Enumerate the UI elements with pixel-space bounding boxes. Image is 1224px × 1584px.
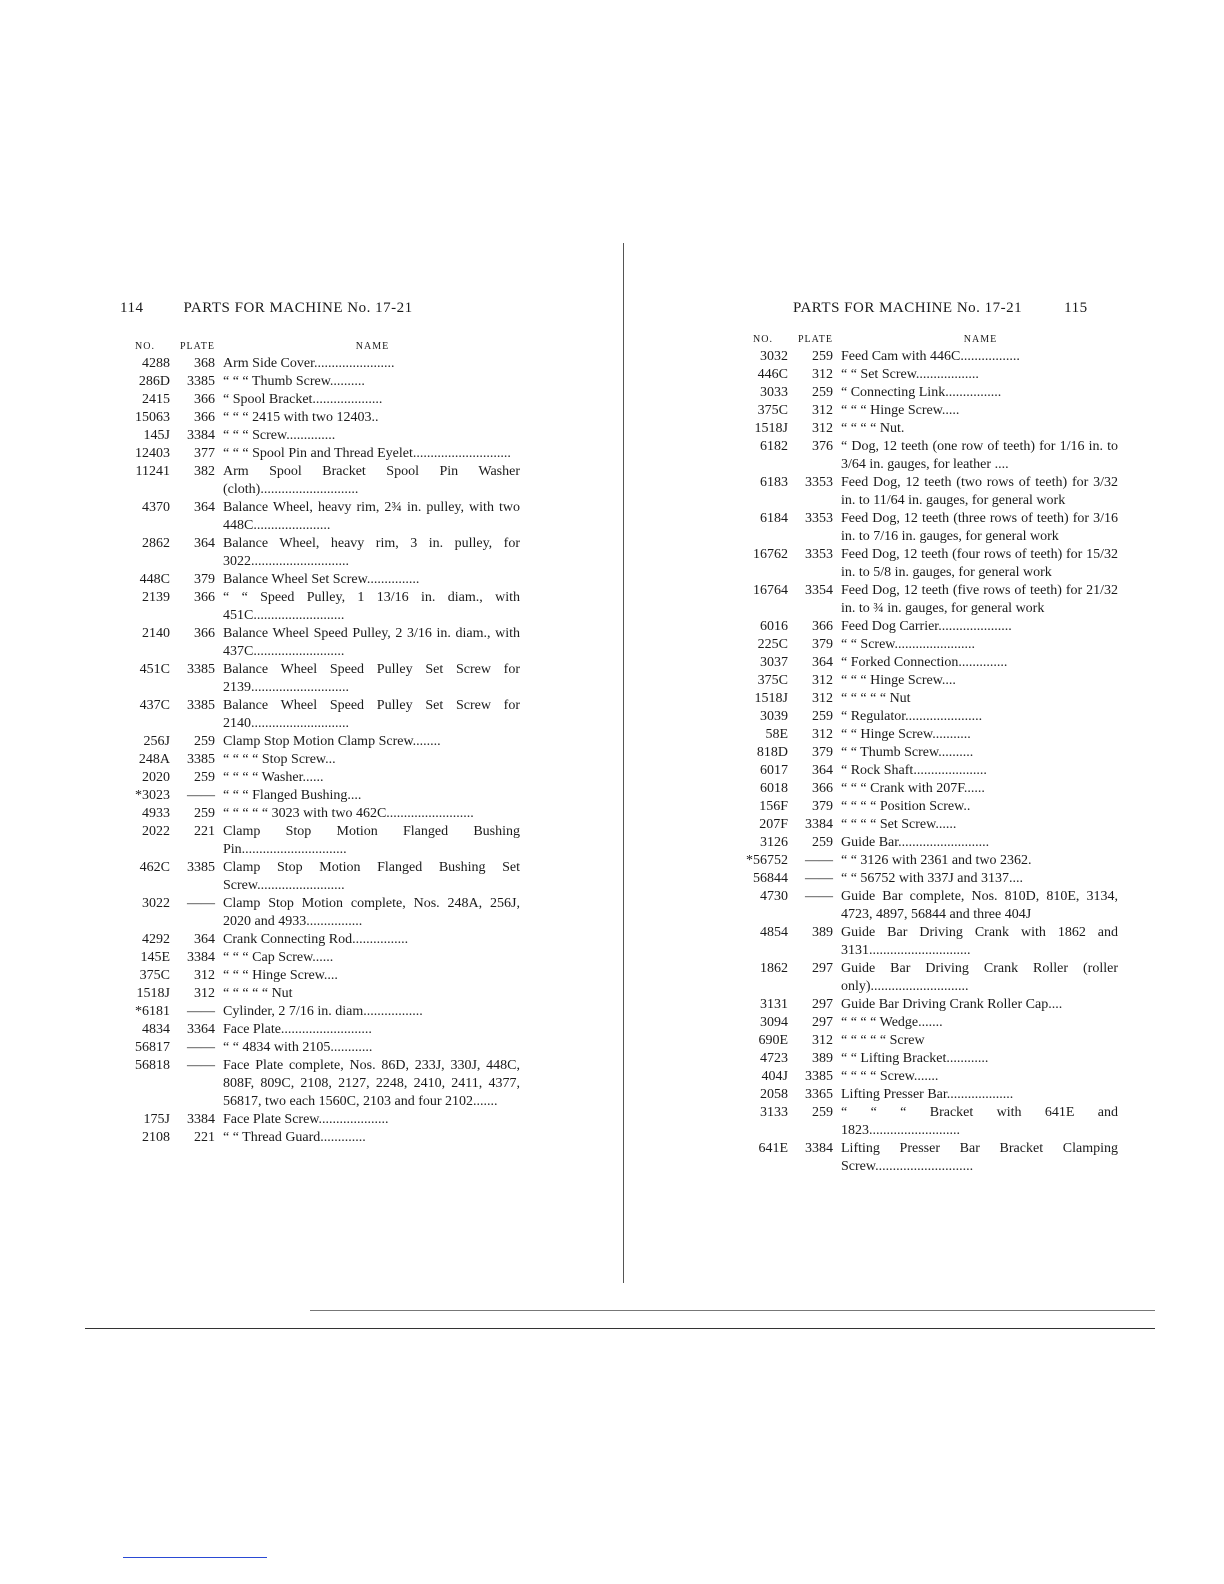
table-row (120, 571, 520, 589)
part-number: 3094 (760, 1015, 788, 1030)
table-row (120, 859, 520, 895)
plate-number: 312 (812, 673, 833, 688)
table-row (738, 690, 1118, 708)
plate-number: 366 (194, 410, 215, 425)
table-row (120, 445, 520, 463)
left-page-header (120, 300, 413, 317)
part-number: 4288 (142, 356, 170, 371)
plate-number: 259 (812, 1105, 833, 1120)
plate-number: 3384 (187, 950, 215, 965)
table-row (120, 805, 520, 823)
plate-number: 366 (194, 590, 215, 605)
plate-number: 3384 (805, 1141, 833, 1156)
part-name: “ “ 56752 with 337J and 3137.... (841, 871, 1023, 886)
part-number: *3023 (135, 788, 170, 803)
table-row (738, 1032, 1118, 1050)
part-name: “ “ “ Hinge Screw.... (223, 968, 338, 983)
table-row (738, 708, 1118, 726)
part-number: 4370 (142, 500, 170, 515)
table-row (738, 744, 1118, 762)
table-row (738, 402, 1118, 420)
plate-number: 3385 (187, 752, 215, 767)
part-name: “ “ “ “ Nut. (841, 421, 905, 436)
part-name: “ “ “ Hinge Screw.... (841, 673, 956, 688)
part-number: 448C (139, 572, 170, 587)
part-name: “ “ “ Hinge Screw..... (841, 403, 960, 418)
part-number: 4292 (142, 932, 170, 947)
plate-number: —— (805, 889, 833, 904)
plate-number: 3364 (187, 1022, 215, 1037)
part-name: Face Plate.......................... (223, 1022, 372, 1037)
part-name: “ “ “ “ Screw....... (841, 1069, 939, 1084)
part-name: Feed Dog, 12 teeth (five rows of teeth) for 21/32 in. to ¾ in. gauges, for general work (841, 583, 1118, 616)
part-name: “ “ “ “ “ Screw (841, 1033, 925, 1048)
part-number: 641E (758, 1141, 788, 1156)
part-number: 3033 (760, 385, 788, 400)
part-number: 58E (765, 727, 788, 742)
part-number: 3133 (760, 1105, 788, 1120)
plate-number: 379 (812, 637, 833, 652)
part-number: 6183 (760, 475, 788, 490)
table-row (120, 535, 520, 571)
table-row (120, 373, 520, 391)
part-number: 3039 (760, 709, 788, 724)
part-number: 4730 (760, 889, 788, 904)
part-number: 375C (139, 968, 170, 983)
page-number: 115 (1064, 300, 1088, 316)
part-name: “ “ Speed Pulley, 1 13/16 in. diam., with 451C.......................... (223, 590, 520, 623)
part-name: Cylinder, 2 7/16 in. diam................. (223, 1004, 423, 1019)
table-row (120, 1057, 520, 1111)
table-row (738, 996, 1118, 1014)
plate-number: 312 (812, 691, 833, 706)
plate-number: 364 (194, 932, 215, 947)
part-number: 3131 (760, 997, 788, 1012)
part-number: 690E (758, 1033, 788, 1048)
part-number: 6182 (760, 439, 788, 454)
plate-number: 364 (194, 500, 215, 515)
plate-number: 221 (194, 1130, 215, 1145)
column-headers (738, 334, 1118, 348)
part-number: 145E (140, 950, 170, 965)
table-row (120, 463, 520, 499)
part-name: “ “ “ “ “ Nut (223, 986, 293, 1001)
table-row (120, 1111, 520, 1129)
part-name: Lifting Presser Bar................... (841, 1087, 1014, 1102)
part-name: “ “ “ Thumb Screw.......... (223, 374, 365, 389)
table-row (738, 420, 1118, 438)
table-row (738, 618, 1118, 636)
part-name: “ “ “ “ “ 3023 with two 462C......................... (223, 806, 474, 821)
part-name: Clamp Stop Motion Flanged Bushing Pin.............................. (223, 824, 520, 857)
table-row (738, 762, 1118, 780)
plate-number: 312 (812, 367, 833, 382)
plate-number: 3353 (805, 475, 833, 490)
plate-number: 3353 (805, 547, 833, 562)
part-number: 1518J (754, 691, 788, 706)
table-row (120, 769, 520, 787)
part-number: 437C (139, 698, 170, 713)
part-name: Clamp Stop Motion complete, Nos. 248A, 256J, 2020 and 4933................ (223, 896, 520, 929)
part-name: “ Spool Bracket.................... (223, 392, 383, 407)
plate-number: 312 (812, 403, 833, 418)
part-number: 375C (757, 403, 788, 418)
part-number: 2862 (142, 536, 170, 551)
part-name: “ Connecting Link................ (841, 385, 1002, 400)
part-name: “ “ “ “ Stop Screw... (223, 752, 336, 767)
table-row (120, 499, 520, 535)
plate-number: 259 (812, 835, 833, 850)
table-row (738, 780, 1118, 798)
part-name: Face Plate complete, Nos. 86D, 233J, 330J, 448C, 808F, 809C, 2108, 2127, 2248, 2410, 2411, 4377, 56817, two each 1560C, 2103 and four 2102....... (223, 1058, 520, 1109)
table-row (738, 888, 1118, 924)
part-name: Guide Bar complete, Nos. 810D, 810E, 3134, 4723, 4897, 56844 and three 404J (841, 889, 1118, 922)
part-name: Guide Bar.......................... (841, 835, 990, 850)
plate-number: —— (187, 788, 215, 803)
part-name: “ “ Hinge Screw........... (841, 727, 971, 742)
part-name: “ “ Lifting Bracket............ (841, 1051, 989, 1066)
table-row (120, 355, 520, 373)
table-row (120, 391, 520, 409)
part-name: Balance Wheel Speed Pulley Set Screw for 2139............................ (223, 662, 520, 695)
part-number: 207F (759, 817, 788, 832)
table-row (120, 895, 520, 931)
part-name: Clamp Stop Motion Clamp Screw........ (223, 734, 441, 749)
part-name: Feed Dog, 12 teeth (two rows of teeth) for 3/32 in. to 11/64 in. gauges, for general work (841, 475, 1118, 508)
part-number: 375C (757, 673, 788, 688)
part-number: 451C (139, 662, 170, 677)
part-number: 1862 (760, 961, 788, 976)
part-name: Guide Bar Driving Crank Roller (roller only)............................ (841, 961, 1118, 994)
part-name: Arm Spool Bracket Spool Pin Washer (cloth)............................ (223, 464, 520, 497)
plate-number: 366 (194, 626, 215, 641)
part-name: “ “ “ “ Washer...... (223, 770, 324, 785)
table-row (120, 661, 520, 697)
plate-number: 379 (812, 799, 833, 814)
part-number: 2108 (142, 1130, 170, 1145)
plate-number: 221 (194, 824, 215, 839)
plate-number: —— (187, 1040, 215, 1055)
table-row (738, 636, 1118, 654)
col-header-name: NAME (355, 341, 390, 352)
part-name: Balance Wheel Speed Pulley Set Screw for 2140............................ (223, 698, 520, 731)
table-row (738, 798, 1118, 816)
part-number: 15063 (135, 410, 170, 425)
table-row (738, 1050, 1118, 1068)
table-row (738, 816, 1118, 834)
part-name: “ “ “ Screw.............. (223, 428, 336, 443)
part-number: 3032 (760, 349, 788, 364)
part-number: 12403 (135, 446, 170, 461)
part-name: “ Dog, 12 teeth (one row of teeth) for 1/16 in. to 3/64 in. gauges, for leather .... (841, 439, 1118, 472)
part-number: 2140 (142, 626, 170, 641)
part-number: 2139 (142, 590, 170, 605)
part-number: 2022 (142, 824, 170, 839)
part-name: “ “ “ 2415 with two 12403.. (223, 410, 379, 425)
part-name: “ “ “ “ Set Screw...... (841, 817, 957, 832)
part-number: 256J (143, 734, 170, 749)
part-number: 4933 (142, 806, 170, 821)
part-name: “ “ “ Bracket with 641E and 1823.......................... (841, 1105, 1118, 1138)
plate-number: 297 (812, 1015, 833, 1030)
table-row (738, 1104, 1118, 1140)
table-row (120, 1039, 520, 1057)
plate-number: 259 (194, 734, 215, 749)
table-row (120, 985, 520, 1003)
table-row (738, 474, 1118, 510)
col-header-name: NAME (963, 334, 998, 345)
plate-number: 312 (194, 968, 215, 983)
part-name: “ “ Set Screw.................. (841, 367, 979, 382)
part-name: Feed Dog Carrier..................... (841, 619, 1012, 634)
table-row (738, 546, 1118, 582)
part-number: 6016 (760, 619, 788, 634)
part-name: Balance Wheel Speed Pulley, 2 3/16 in. diam., with 437C.......................... (223, 626, 520, 659)
plate-number: 3384 (187, 1112, 215, 1127)
plate-number: —— (187, 896, 215, 911)
plate-number: 3353 (805, 511, 833, 526)
plate-number: 366 (812, 781, 833, 796)
running-title: PARTS FOR MACHINE No. 17-21 (183, 300, 413, 316)
plate-number: —— (187, 1004, 215, 1019)
table-body (738, 348, 1118, 1176)
table-row (738, 672, 1118, 690)
plate-number: 366 (194, 392, 215, 407)
part-number: 818D (756, 745, 788, 760)
part-number: 6017 (760, 763, 788, 778)
col-header-plate: PLATE (798, 334, 833, 345)
table-row (120, 931, 520, 949)
part-name: Face Plate Screw.................... (223, 1112, 389, 1127)
table-row (738, 960, 1118, 996)
col-header-no: NO. (753, 334, 773, 345)
plate-number: 259 (194, 770, 215, 785)
part-number: 1518J (754, 421, 788, 436)
plate-number: 259 (812, 385, 833, 400)
footer-link-underline (123, 1557, 267, 1558)
part-number: *6181 (135, 1004, 170, 1019)
plate-number: 3354 (805, 583, 833, 598)
part-name: “ “ Thumb Screw.......... (841, 745, 974, 760)
part-name: “ Rock Shaft..................... (841, 763, 987, 778)
part-number: 2415 (142, 392, 170, 407)
part-name: Lifting Presser Bar Bracket Clamping Screw............................ (841, 1141, 1118, 1174)
part-number: 404J (761, 1069, 788, 1084)
part-number: 4723 (760, 1051, 788, 1066)
table-row (738, 348, 1118, 366)
part-number: 11241 (135, 464, 170, 479)
plate-number: 312 (812, 1033, 833, 1048)
table-row (738, 582, 1118, 618)
part-name: “ “ “ Cap Screw...... (223, 950, 334, 965)
part-number: 56817 (135, 1040, 170, 1055)
part-number: 16764 (753, 583, 788, 598)
table-row (738, 366, 1118, 384)
part-number: 3037 (760, 655, 788, 670)
plate-number: 366 (812, 619, 833, 634)
table-row (738, 726, 1118, 744)
plate-number: 312 (194, 986, 215, 1001)
plate-number: 3385 (187, 860, 215, 875)
plate-number: 382 (194, 464, 215, 479)
table-row (120, 1129, 520, 1147)
part-name: “ Regulator...................... (841, 709, 983, 724)
table-row (120, 823, 520, 859)
plate-number: 3384 (805, 817, 833, 832)
bottom-scan-rule-upper (310, 1310, 1155, 1311)
parts-table-left (120, 341, 520, 1147)
plate-number: —— (805, 853, 833, 868)
part-number: 6018 (760, 781, 788, 796)
part-name: Feed Dog, 12 teeth (four rows of teeth) for 15/32 in. to 5/8 in. gauges, for general work (841, 547, 1118, 580)
table-row (738, 384, 1118, 402)
table-row (120, 427, 520, 445)
plate-number: 297 (812, 997, 833, 1012)
table-row (120, 625, 520, 661)
col-header-no: NO. (135, 341, 155, 352)
part-number: 286D (138, 374, 170, 389)
plate-number: 377 (194, 446, 215, 461)
plate-number: 379 (194, 572, 215, 587)
table-row (120, 1003, 520, 1021)
table-row (738, 924, 1118, 960)
page-number: 114 (120, 300, 144, 316)
plate-number: —— (187, 1058, 215, 1073)
plate-number: —— (805, 871, 833, 886)
table-row (738, 870, 1118, 888)
part-number: 56844 (753, 871, 788, 886)
plate-number: 376 (812, 439, 833, 454)
plate-number: 3384 (187, 428, 215, 443)
table-row (738, 834, 1118, 852)
table-row (120, 409, 520, 427)
part-number: 156F (759, 799, 788, 814)
part-number: 248A (138, 752, 170, 767)
plate-number: 312 (812, 421, 833, 436)
part-name: Feed Dog, 12 teeth (three rows of teeth) for 3/16 in. to 7/16 in. gauges, for general work (841, 511, 1118, 544)
part-name: Balance Wheel Set Screw............... (223, 572, 420, 587)
part-name: “ “ 4834 with 2105............ (223, 1040, 373, 1055)
part-number: 4834 (142, 1022, 170, 1037)
part-number: 462C (139, 860, 170, 875)
bottom-scan-rule (85, 1328, 1155, 1329)
table-row (738, 654, 1118, 672)
part-number: 2058 (760, 1087, 788, 1102)
page-gutter-line (623, 243, 624, 1283)
plate-number: 259 (812, 709, 833, 724)
plate-number: 368 (194, 356, 215, 371)
part-name: Crank Connecting Rod................ (223, 932, 409, 947)
parts-table-right (738, 334, 1118, 1176)
part-name: “ “ “ Flanged Bushing.... (223, 788, 362, 803)
table-row (120, 589, 520, 625)
part-number: 4854 (760, 925, 788, 940)
part-number: 1518J (136, 986, 170, 1001)
plate-number: 3385 (187, 698, 215, 713)
plate-number: 364 (812, 655, 833, 670)
table-row (120, 733, 520, 751)
part-number: 145J (143, 428, 170, 443)
table-row (120, 949, 520, 967)
running-title: PARTS FOR MACHINE No. 17-21 (793, 300, 1023, 316)
plate-number: 3385 (187, 662, 215, 677)
part-name: “ “ “ “ Wedge....... (841, 1015, 943, 1030)
part-number: 3126 (760, 835, 788, 850)
part-number: 446C (757, 367, 788, 382)
table-row (120, 967, 520, 985)
table-row (738, 1086, 1118, 1104)
right-page-header (793, 300, 1088, 317)
part-number: 3022 (142, 896, 170, 911)
part-name: “ “ 3126 with 2361 and two 2362. (841, 853, 1032, 868)
part-name: “ Forked Connection.............. (841, 655, 1008, 670)
part-name: Guide Bar Driving Crank Roller Cap.... (841, 997, 1063, 1012)
part-name: Balance Wheel, heavy rim, 2¾ in. pulley, with two 448C...................... (223, 500, 520, 533)
plate-number: 3365 (805, 1087, 833, 1102)
part-name: “ “ “ Crank with 207F...... (841, 781, 985, 796)
table-body (120, 355, 520, 1147)
part-number: 2020 (142, 770, 170, 785)
col-header-plate: PLATE (180, 341, 215, 352)
part-number: *56752 (746, 853, 788, 868)
part-number: 16762 (753, 547, 788, 562)
table-row (738, 510, 1118, 546)
part-name: Feed Cam with 446C................. (841, 349, 1020, 364)
part-number: 225C (757, 637, 788, 652)
table-row (738, 852, 1118, 870)
table-row (120, 787, 520, 805)
plate-number: 259 (194, 806, 215, 821)
table-row (738, 1140, 1118, 1176)
part-name: Balance Wheel, heavy rim, 3 in. pulley, for 3022............................ (223, 536, 520, 569)
part-name: “ “ Thread Guard............. (223, 1130, 366, 1145)
part-number: 6184 (760, 511, 788, 526)
part-number: 56818 (135, 1058, 170, 1073)
part-name: Arm Side Cover....................... (223, 356, 395, 371)
table-row (120, 697, 520, 733)
part-name: “ “ “ “ Position Screw.. (841, 799, 971, 814)
part-name: Clamp Stop Motion Flanged Bushing Set Screw......................... (223, 860, 520, 893)
table-row (120, 751, 520, 769)
plate-number: 364 (194, 536, 215, 551)
plate-number: 259 (812, 349, 833, 364)
column-headers (120, 341, 520, 355)
part-name: “ “ “ “ “ Nut (841, 691, 911, 706)
plate-number: 3385 (805, 1069, 833, 1084)
plate-number: 312 (812, 727, 833, 742)
part-name: Guide Bar Driving Crank with 1862 and 3131............................. (841, 925, 1118, 958)
table-row (738, 1014, 1118, 1032)
plate-number: 364 (812, 763, 833, 778)
part-number: 175J (143, 1112, 170, 1127)
plate-number: 297 (812, 961, 833, 976)
table-row (738, 438, 1118, 474)
plate-number: 389 (812, 925, 833, 940)
plate-number: 3385 (187, 374, 215, 389)
plate-number: 379 (812, 745, 833, 760)
part-name: “ “ Screw....................... (841, 637, 976, 652)
part-name: “ “ “ Spool Pin and Thread Eyelet............................ (223, 446, 511, 461)
table-row (738, 1068, 1118, 1086)
plate-number: 389 (812, 1051, 833, 1066)
table-row (120, 1021, 520, 1039)
